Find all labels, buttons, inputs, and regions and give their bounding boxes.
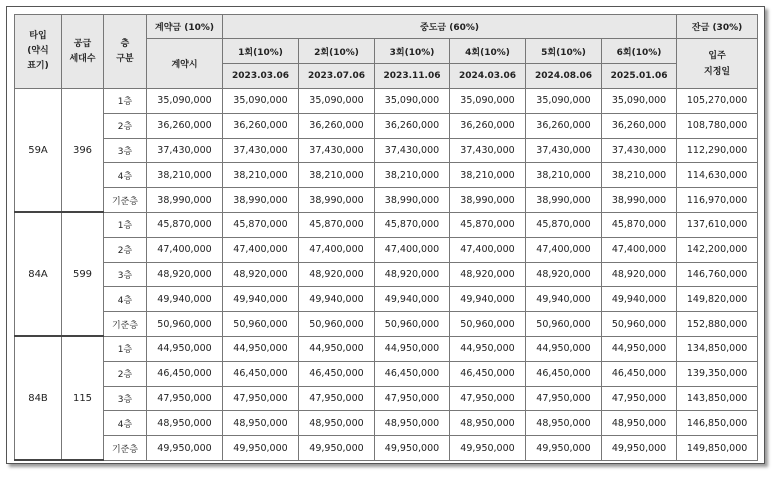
installment-2-cell: 45,870,000 xyxy=(299,212,375,237)
deposit-cell: 46,450,000 xyxy=(147,361,223,386)
floor-cell: 3층 xyxy=(104,386,147,411)
installment-4-cell: 45,870,000 xyxy=(450,212,526,237)
header-installment-2: 2회(10%) xyxy=(299,39,375,64)
floor-cell: 1층 xyxy=(104,336,147,361)
header-type xyxy=(15,15,62,89)
floor-cell: 3층 xyxy=(104,262,147,287)
table-row xyxy=(15,386,758,411)
installment-1-cell: 50,960,000 xyxy=(223,312,299,337)
installment-4-cell: 47,400,000 xyxy=(450,237,526,262)
table-row xyxy=(15,312,758,337)
deposit-cell: 48,920,000 xyxy=(147,262,223,287)
installment-1-cell: 47,950,000 xyxy=(223,386,299,411)
header-deposit-timing: 계약시 xyxy=(147,39,223,89)
balance-cell: 105,270,000 xyxy=(677,89,758,114)
type-cell: 84B xyxy=(15,336,62,460)
installment-3-cell: 37,430,000 xyxy=(375,138,450,163)
deposit-cell: 47,400,000 xyxy=(147,237,223,262)
header-balance-timing xyxy=(677,39,758,89)
installment-3-cell: 38,210,000 xyxy=(375,163,450,188)
floor-cell: 4층 xyxy=(104,287,147,312)
document-frame xyxy=(6,6,765,464)
floor-cell: 2층 xyxy=(104,361,147,386)
table-row xyxy=(15,113,758,138)
table-body xyxy=(15,89,758,461)
installment-4-cell: 36,260,000 xyxy=(450,113,526,138)
installment-5-cell: 49,940,000 xyxy=(526,287,602,312)
installment-1-cell: 48,950,000 xyxy=(223,411,299,436)
balance-cell: 142,200,000 xyxy=(677,237,758,262)
installment-4-cell: 46,450,000 xyxy=(450,361,526,386)
installment-5-cell: 47,950,000 xyxy=(526,386,602,411)
installment-1-cell: 45,870,000 xyxy=(223,212,299,237)
installment-3-cell: 50,960,000 xyxy=(375,312,450,337)
payment-schedule-table xyxy=(14,14,758,461)
installment-6-cell: 44,950,000 xyxy=(602,336,677,361)
installment-3-cell: 35,090,000 xyxy=(375,89,450,114)
installment-6-cell: 50,960,000 xyxy=(602,312,677,337)
installment-2-cell: 38,210,000 xyxy=(299,163,375,188)
balance-cell: 114,630,000 xyxy=(677,163,758,188)
installment-3-cell: 49,940,000 xyxy=(375,287,450,312)
installment-3-cell: 47,400,000 xyxy=(375,237,450,262)
header-installment-3: 3회(10%) xyxy=(375,39,450,64)
floor-cell: 1층 xyxy=(104,89,147,114)
installment-4-cell: 38,210,000 xyxy=(450,163,526,188)
installment-6-cell: 38,210,000 xyxy=(602,163,677,188)
balance-cell: 137,610,000 xyxy=(677,212,758,237)
installment-1-cell: 44,950,000 xyxy=(223,336,299,361)
installment-2-cell: 35,090,000 xyxy=(299,89,375,114)
installment-2-cell: 48,950,000 xyxy=(299,411,375,436)
installment-3-cell: 48,920,000 xyxy=(375,262,450,287)
balance-cell: 139,350,000 xyxy=(677,361,758,386)
installment-2-cell: 49,940,000 xyxy=(299,287,375,312)
installment-4-cell: 50,960,000 xyxy=(450,312,526,337)
installment-6-cell: 38,990,000 xyxy=(602,188,677,213)
floor-cell: 4층 xyxy=(104,411,147,436)
installment-3-cell: 45,870,000 xyxy=(375,212,450,237)
units-cell: 115 xyxy=(62,336,104,460)
floor-cell: 4층 xyxy=(104,163,147,188)
floor-cell: 3층 xyxy=(104,138,147,163)
header-floor xyxy=(104,15,147,89)
deposit-cell: 36,260,000 xyxy=(147,113,223,138)
table-row xyxy=(15,163,758,188)
installment-3-cell: 49,950,000 xyxy=(375,436,450,461)
floor-cell: 기준층 xyxy=(104,188,147,213)
floor-cell: 1층 xyxy=(104,212,147,237)
installment-2-cell: 47,400,000 xyxy=(299,237,375,262)
deposit-cell: 47,950,000 xyxy=(147,386,223,411)
installment-6-cell: 46,450,000 xyxy=(602,361,677,386)
balance-cell: 146,850,000 xyxy=(677,411,758,436)
installment-4-cell: 38,990,000 xyxy=(450,188,526,213)
installment-1-cell: 48,920,000 xyxy=(223,262,299,287)
units-cell: 599 xyxy=(62,212,104,336)
balance-cell: 134,850,000 xyxy=(677,336,758,361)
header-units-text: 공급 세대수 xyxy=(69,38,96,64)
installment-3-cell: 47,950,000 xyxy=(375,386,450,411)
header-installment-3-date: 2023.11.06 xyxy=(375,64,450,89)
installment-2-cell: 44,950,000 xyxy=(299,336,375,361)
header-installment-4: 4회(10%) xyxy=(450,39,526,64)
table-row xyxy=(15,411,758,436)
installment-4-cell: 44,950,000 xyxy=(450,336,526,361)
deposit-cell: 44,950,000 xyxy=(147,336,223,361)
installment-3-cell: 36,260,000 xyxy=(375,113,450,138)
deposit-cell: 49,950,000 xyxy=(147,436,223,461)
header-middle-payment: 중도금 (60%) xyxy=(223,15,677,39)
installment-5-cell: 49,950,000 xyxy=(526,436,602,461)
installment-1-cell: 49,940,000 xyxy=(223,287,299,312)
installment-1-cell: 49,950,000 xyxy=(223,436,299,461)
deposit-cell: 48,950,000 xyxy=(147,411,223,436)
installment-4-cell: 37,430,000 xyxy=(450,138,526,163)
installment-1-cell: 38,210,000 xyxy=(223,163,299,188)
table-header xyxy=(15,15,758,89)
installment-5-cell: 36,260,000 xyxy=(526,113,602,138)
table-row xyxy=(15,336,758,361)
header-balance-timing-text: 입주 지정일 xyxy=(704,50,731,77)
table-row xyxy=(15,212,758,237)
header-type-text: 타입 (약식 표기) xyxy=(27,31,49,71)
installment-5-cell: 35,090,000 xyxy=(526,89,602,114)
header-floor-text: 층 구분 xyxy=(116,38,134,64)
balance-cell: 112,290,000 xyxy=(677,138,758,163)
installment-6-cell: 48,920,000 xyxy=(602,262,677,287)
installment-6-cell: 36,260,000 xyxy=(602,113,677,138)
installment-1-cell: 46,450,000 xyxy=(223,361,299,386)
floor-cell: 2층 xyxy=(104,113,147,138)
installment-6-cell: 45,870,000 xyxy=(602,212,677,237)
header-balance: 잔금 (30%) xyxy=(677,15,758,39)
header-installment-1: 1회(10%) xyxy=(223,39,299,64)
header-installment-6-date: 2025.01.06 xyxy=(602,64,677,89)
installment-1-cell: 35,090,000 xyxy=(223,89,299,114)
installment-2-cell: 36,260,000 xyxy=(299,113,375,138)
installment-6-cell: 49,950,000 xyxy=(602,436,677,461)
installment-2-cell: 47,950,000 xyxy=(299,386,375,411)
header-installment-5: 5회(10%) xyxy=(526,39,602,64)
balance-cell: 149,850,000 xyxy=(677,436,758,461)
installment-5-cell: 45,870,000 xyxy=(526,212,602,237)
deposit-cell: 35,090,000 xyxy=(147,89,223,114)
installment-5-cell: 38,210,000 xyxy=(526,163,602,188)
type-cell: 59A xyxy=(15,89,62,213)
table-row xyxy=(15,361,758,386)
installment-1-cell: 37,430,000 xyxy=(223,138,299,163)
installment-2-cell: 49,950,000 xyxy=(299,436,375,461)
installment-2-cell: 48,920,000 xyxy=(299,262,375,287)
table-row xyxy=(15,262,758,287)
deposit-cell: 38,990,000 xyxy=(147,188,223,213)
header-installment-6: 6회(10%) xyxy=(602,39,677,64)
header-installment-2-date: 2023.07.06 xyxy=(299,64,375,89)
installment-6-cell: 47,400,000 xyxy=(602,237,677,262)
installment-2-cell: 50,960,000 xyxy=(299,312,375,337)
balance-cell: 143,850,000 xyxy=(677,386,758,411)
installment-6-cell: 37,430,000 xyxy=(602,138,677,163)
floor-cell: 2층 xyxy=(104,237,147,262)
deposit-cell: 50,960,000 xyxy=(147,312,223,337)
floor-cell: 기준층 xyxy=(104,436,147,461)
type-cell: 84A xyxy=(15,212,62,336)
header-units xyxy=(62,15,104,89)
deposit-cell: 38,210,000 xyxy=(147,163,223,188)
installment-5-cell: 47,400,000 xyxy=(526,237,602,262)
header-installment-1-date: 2023.03.06 xyxy=(223,64,299,89)
installment-6-cell: 47,950,000 xyxy=(602,386,677,411)
installment-5-cell: 48,920,000 xyxy=(526,262,602,287)
installment-4-cell: 49,950,000 xyxy=(450,436,526,461)
floor-cell: 기준층 xyxy=(104,312,147,337)
units-cell: 396 xyxy=(62,89,104,213)
installment-6-cell: 35,090,000 xyxy=(602,89,677,114)
balance-cell: 152,880,000 xyxy=(677,312,758,337)
header-deposit: 계약금 (10%) xyxy=(147,15,223,39)
installment-5-cell: 46,450,000 xyxy=(526,361,602,386)
table-row xyxy=(15,237,758,262)
installment-5-cell: 48,950,000 xyxy=(526,411,602,436)
installment-3-cell: 48,950,000 xyxy=(375,411,450,436)
installment-1-cell: 38,990,000 xyxy=(223,188,299,213)
installment-4-cell: 49,940,000 xyxy=(450,287,526,312)
table-row xyxy=(15,188,758,213)
table-row xyxy=(15,138,758,163)
installment-4-cell: 47,950,000 xyxy=(450,386,526,411)
installment-6-cell: 49,940,000 xyxy=(602,287,677,312)
installment-3-cell: 44,950,000 xyxy=(375,336,450,361)
header-installment-4-date: 2024.03.06 xyxy=(450,64,526,89)
balance-cell: 108,780,000 xyxy=(677,113,758,138)
balance-cell: 116,970,000 xyxy=(677,188,758,213)
deposit-cell: 49,940,000 xyxy=(147,287,223,312)
installment-4-cell: 48,950,000 xyxy=(450,411,526,436)
header-installment-5-date: 2024.08.06 xyxy=(526,64,602,89)
installment-5-cell: 38,990,000 xyxy=(526,188,602,213)
table-row xyxy=(15,436,758,461)
installment-2-cell: 46,450,000 xyxy=(299,361,375,386)
installment-4-cell: 35,090,000 xyxy=(450,89,526,114)
installment-1-cell: 36,260,000 xyxy=(223,113,299,138)
table-row xyxy=(15,287,758,312)
installment-1-cell: 47,400,000 xyxy=(223,237,299,262)
installment-2-cell: 37,430,000 xyxy=(299,138,375,163)
table-row xyxy=(15,89,758,114)
installment-5-cell: 50,960,000 xyxy=(526,312,602,337)
deposit-cell: 37,430,000 xyxy=(147,138,223,163)
installment-5-cell: 37,430,000 xyxy=(526,138,602,163)
balance-cell: 149,820,000 xyxy=(677,287,758,312)
installment-3-cell: 46,450,000 xyxy=(375,361,450,386)
installment-6-cell: 48,950,000 xyxy=(602,411,677,436)
installment-4-cell: 48,920,000 xyxy=(450,262,526,287)
deposit-cell: 45,870,000 xyxy=(147,212,223,237)
installment-5-cell: 44,950,000 xyxy=(526,336,602,361)
balance-cell: 146,760,000 xyxy=(677,262,758,287)
installment-2-cell: 38,990,000 xyxy=(299,188,375,213)
installment-3-cell: 38,990,000 xyxy=(375,188,450,213)
